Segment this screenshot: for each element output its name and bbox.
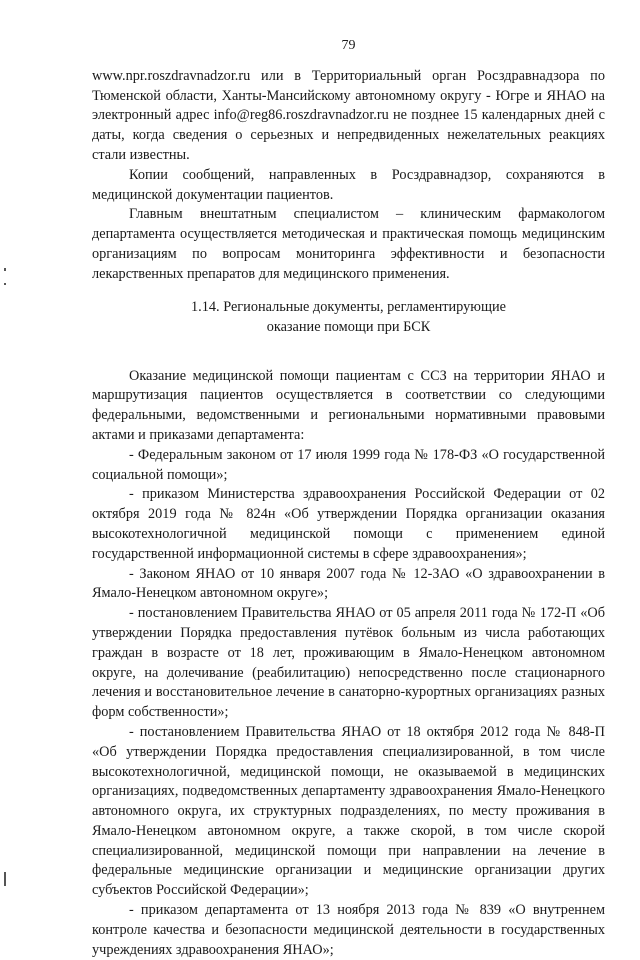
section-heading	[92, 297, 605, 337]
list-item: - приказом департамента от 13 ноября 2013 года № 839 «О внутреннем контроле качества и безопасности медицинской деятельности в государственных учреждениях здравоохранения ЯНАО»;	[92, 902, 605, 958]
paragraph: Копии сообщений, направленных в Росздравнадзор, сохраняются в медицинской документации пациентов.	[92, 166, 605, 203]
section-heading-line: оказание помощи при БСК	[266, 318, 431, 335]
list-item: - постановлением Правительства ЯНАО от 05 апреля 2011 года № 172-П «Об утверждении Порядка предоставления путёвок больным из числа работающих граждан в возрасте от 18 лет, проживающим в Ямало-Ненецком автономном округе, на долечивание (реабилитацию) непосредственно после стационарного лечения и восстановительное лечение в санаторно-курортных организациях разных форм собственности»;	[92, 605, 605, 721]
list-item: - приказом Министерства здравоохранения Российской Федерации от 02 октября 2019 года № 824н «Об утверждении Порядка организации оказания высокотехнологичной медицинской помощи с применением единой государственной информационной системы в сфере здравоохранения»;	[92, 486, 605, 562]
section-heading-line: 1.14. Региональные документы, регламентирующие	[191, 298, 506, 315]
page-number: 79	[341, 38, 356, 53]
paragraph: www.npr.roszdravnadzor.ru или в Территориальный орган Росздравнадзора по Тюменской области, Ханты-Мансийскому автономному округу - Югре и ЯНАО на электронный адрес info@reg86.roszdravnadzor.ru не позднее 15 календарных дней с даты, когда сведения о серьезных и непредвиденных нежелательных реакциях стали известны.	[92, 67, 605, 163]
margin-mark	[4, 872, 6, 886]
margin-mark	[4, 283, 6, 285]
margin-mark	[4, 268, 6, 271]
list-item: - постановлением Правительства ЯНАО от 18 октября 2012 года № 848-П «Об утверждении Порядка предоставления специализированной, в том числе высокотехнологичной, медицинской помощи, не оказываемой в медицинских организациях, подведомственных департаменту здравоохранения Ямало-Ненецкого автономного округа, их структурных подразделениях, по месту проживания в Ямало-Ненецком автономном округе, а также скорой, в том числе скорой специализированной, медицинской помощи при направлении на лечение в федеральные медицинские организации и медицинские организации других субъектов Российской Федерации»;	[92, 723, 605, 899]
paragraph: Главным внештатным специалистом – клиническим фармакологом департамента осуществляется методическая и практическая помощь медицинским организациям по вопросам мониторинга эффективности и безопасности лекарственных препаратов для медицинского применения.	[92, 206, 605, 282]
list-item: - Законом ЯНАО от 10 января 2007 года № 12-ЗАО «О здравоохранении в Ямало-Ненецком автономном округе»;	[92, 565, 605, 602]
intro-paragraph: Оказание медицинской помощи пациентам с ССЗ на территории ЯНАО и маршрутизация пациентов осуществляется в соответствии со следующими федеральными, ведомственными и региональными нормативными правовыми актами и приказами департамента:	[92, 367, 605, 443]
list-item: - Федеральным законом от 17 июля 1999 года № 178-ФЗ «О государственной социальной помощи»;	[92, 446, 605, 483]
